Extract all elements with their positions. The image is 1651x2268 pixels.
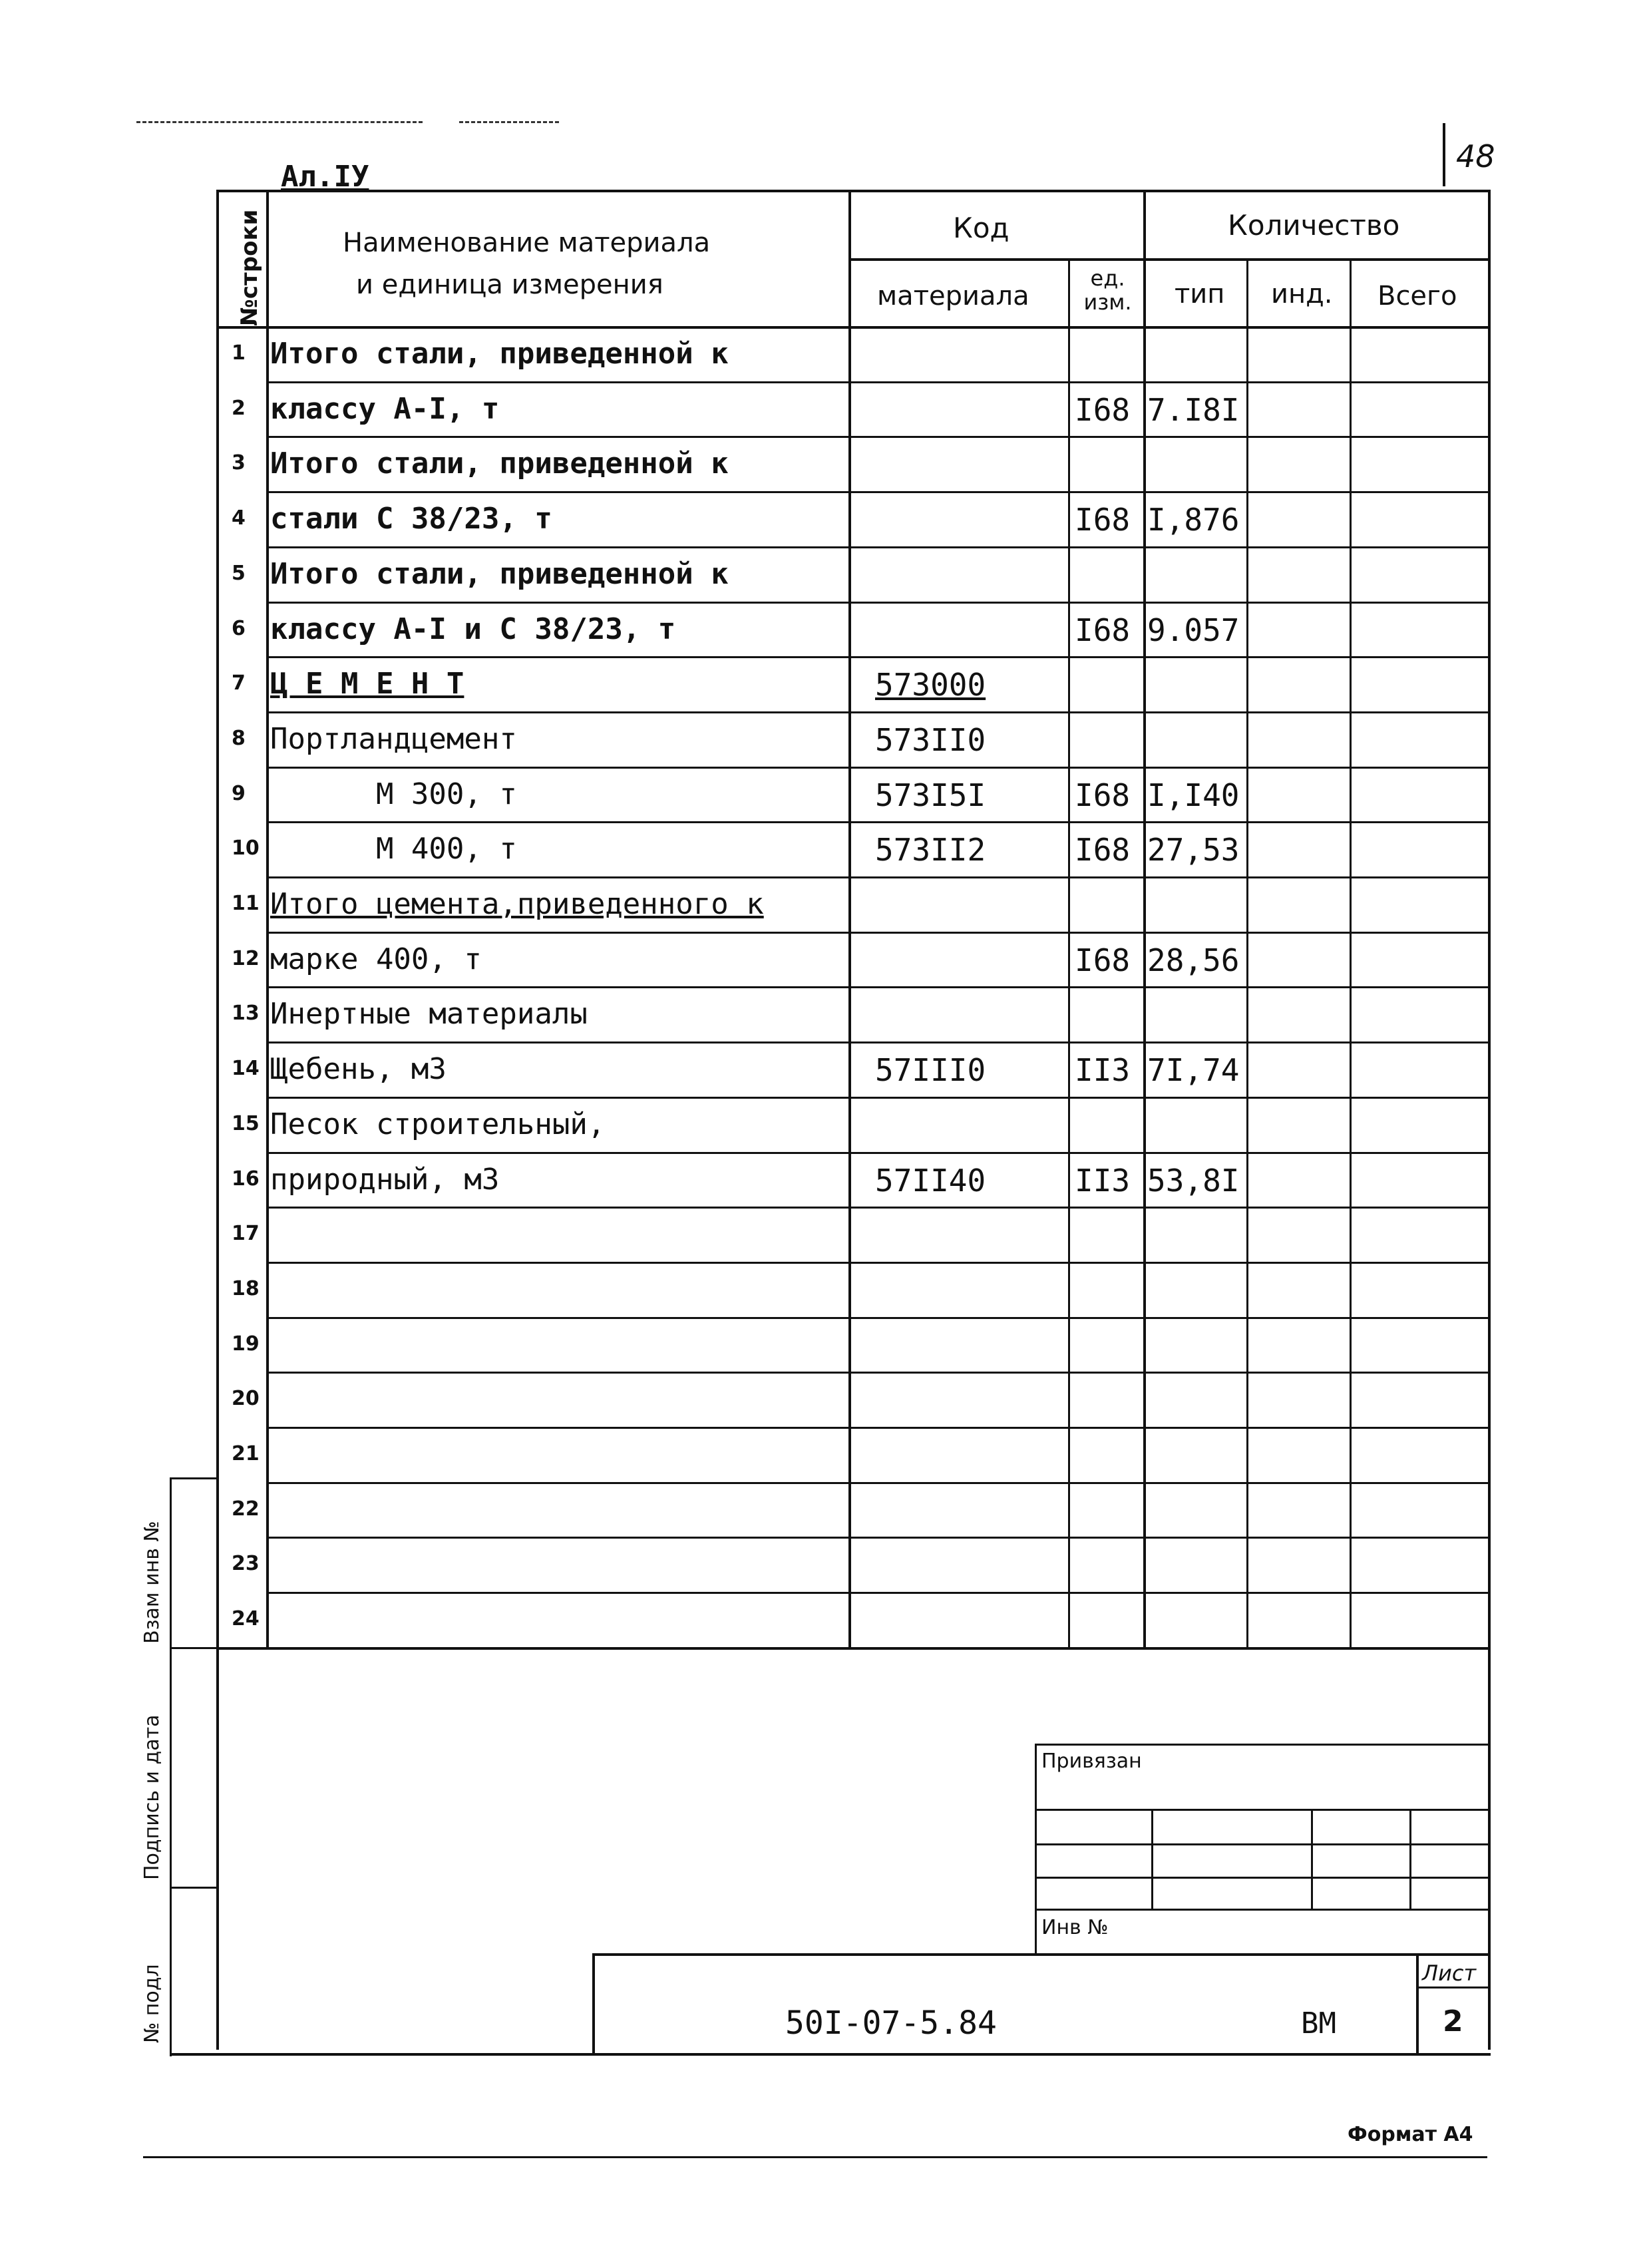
row-unit-code: I68 xyxy=(1075,777,1131,813)
stamp-line xyxy=(1035,1909,1488,1911)
row-material-name: Итого стали, приведенной к xyxy=(270,447,729,480)
row-material-code: 573I5I xyxy=(875,777,986,813)
header-name-line2: и единица измерения xyxy=(356,270,663,300)
row-number: 20 xyxy=(232,1387,260,1410)
header-ind: инд. xyxy=(1271,279,1333,309)
stamp-line xyxy=(1035,1744,1488,1746)
row-separator xyxy=(266,1427,1488,1429)
row-number: 1 xyxy=(232,341,246,365)
row-number: 13 xyxy=(232,1002,260,1025)
row-separator xyxy=(266,546,1488,548)
frame-bottom-border xyxy=(170,2053,1491,2056)
row-separator xyxy=(266,436,1488,438)
stamp-sheet-label: Лист xyxy=(1422,1961,1477,1986)
row-separator xyxy=(266,491,1488,493)
header-row-no: №строки xyxy=(236,209,263,326)
row-unit-code: I68 xyxy=(1075,392,1131,428)
header-name-line1: Наименование материала xyxy=(343,228,711,258)
row-material-code: 57II40 xyxy=(875,1163,986,1199)
header-code: Код xyxy=(953,212,1009,244)
row-material-name: природный, м3 xyxy=(270,1163,500,1197)
row-material-name: стали С 38/23, т xyxy=(270,502,552,536)
stamp-main-left xyxy=(592,1953,595,2053)
row-separator xyxy=(266,986,1488,988)
stamp-privyazan: Привязан xyxy=(1041,1750,1142,1773)
row-separator xyxy=(266,1152,1488,1154)
row-material-name: Итого стали, приведенной к xyxy=(270,337,729,371)
row-separator xyxy=(266,1097,1488,1099)
row-number: 18 xyxy=(232,1277,260,1300)
side-strip-line xyxy=(170,1887,216,1889)
row-separator xyxy=(266,1262,1488,1264)
row-number: 5 xyxy=(232,562,246,585)
row-separator xyxy=(266,1592,1488,1594)
page-number: 48 xyxy=(1456,138,1495,174)
side-strip-left xyxy=(170,1477,172,2056)
row-number: 2 xyxy=(232,397,246,420)
row-unit-code: II3 xyxy=(1075,1052,1131,1088)
row-separator xyxy=(266,656,1488,658)
row-unit-code: I68 xyxy=(1075,612,1131,648)
row-separator xyxy=(266,821,1488,823)
row-material-name: М 400, т xyxy=(270,832,517,866)
row-unit-code: I68 xyxy=(1075,942,1131,978)
row-separator xyxy=(266,381,1488,383)
stamp-line xyxy=(1409,1809,1411,1909)
row-material-name: М 300, т xyxy=(270,777,517,811)
stamp-main-top xyxy=(592,1953,1491,1956)
stamp-doc-type: ВМ xyxy=(1301,2006,1336,2040)
side-strip-line xyxy=(170,1477,216,1479)
header-type: тип xyxy=(1175,279,1225,309)
header-unit: ед. изм. xyxy=(1083,266,1132,315)
row-number: 7 xyxy=(232,671,246,695)
stamp-line xyxy=(1311,1809,1313,1909)
stamp-doc-code: 50I-07-5.84 xyxy=(785,2004,997,2042)
row-number: 12 xyxy=(232,947,260,970)
row-material-name: Песок строительный, xyxy=(270,1107,606,1141)
row-quantity-type: I,I40 xyxy=(1147,777,1240,813)
row-material-name: Портландцемент xyxy=(270,722,517,756)
row-material-name: классу А-I, т xyxy=(270,392,500,426)
row-quantity-type: 53,8I xyxy=(1147,1163,1240,1199)
row-material-name: Итого цемента,приведенного к xyxy=(270,887,764,921)
row-material-name: Итого стали, приведенной к xyxy=(270,557,729,591)
row-number: 21 xyxy=(232,1442,260,1465)
row-separator xyxy=(266,932,1488,934)
row-number: 19 xyxy=(232,1332,260,1356)
row-unit-code: I68 xyxy=(1075,832,1131,868)
row-number: 23 xyxy=(232,1552,260,1575)
header-material: материала xyxy=(877,281,1029,311)
stamp-line xyxy=(1151,1809,1153,1909)
row-number: 16 xyxy=(232,1167,260,1191)
row-separator xyxy=(266,602,1488,604)
row-number: 9 xyxy=(232,782,246,805)
side-strip-line xyxy=(170,1647,216,1649)
row-quantity-type: 9.057 xyxy=(1147,612,1240,648)
row-separator xyxy=(266,711,1488,713)
row-number: 8 xyxy=(232,727,246,750)
stamp-line xyxy=(1035,1877,1488,1879)
row-separator xyxy=(266,1207,1488,1209)
row-quantity-type: 7.I8I xyxy=(1147,392,1240,428)
header-total: Всего xyxy=(1377,281,1457,311)
row-number: 24 xyxy=(232,1607,260,1630)
row-quantity-type: 27,53 xyxy=(1147,832,1240,868)
row-separator xyxy=(266,1482,1488,1484)
row-number: 3 xyxy=(232,451,246,474)
row-number: 14 xyxy=(232,1057,260,1080)
row-material-name: Щебень, м3 xyxy=(270,1052,447,1086)
row-unit-code: I68 xyxy=(1075,502,1131,538)
row-quantity-type: I,876 xyxy=(1147,502,1240,538)
stamp-line xyxy=(1035,1843,1488,1845)
header-quantity: Количество xyxy=(1228,209,1400,242)
side-label-inv-podl: № подл xyxy=(140,1964,164,2043)
row-material-name: марке 400, т xyxy=(270,942,482,976)
stamp-inv-no: Инв № xyxy=(1041,1916,1109,1939)
row-number: 22 xyxy=(232,1497,260,1521)
row-number: 10 xyxy=(232,837,260,860)
row-material-code: 573II0 xyxy=(875,722,986,758)
row-separator xyxy=(266,1317,1488,1319)
row-number: 11 xyxy=(232,892,260,915)
row-quantity-type: 28,56 xyxy=(1147,942,1240,978)
row-separator xyxy=(266,1041,1488,1043)
row-material-code: 573II2 xyxy=(875,832,986,868)
side-label-podpis: Подпись и дата xyxy=(140,1714,164,1880)
album-label: Ал.IУ xyxy=(281,160,369,194)
row-separator xyxy=(266,1537,1488,1539)
row-separator xyxy=(266,767,1488,769)
stamp-line xyxy=(1035,1809,1488,1811)
footer-rule xyxy=(143,2156,1487,2158)
row-quantity-type: 7I,74 xyxy=(1147,1052,1240,1088)
row-material-name: Ц Е М Е Н Т xyxy=(270,667,464,701)
format-label: Формат А4 xyxy=(1348,2123,1473,2146)
row-separator xyxy=(266,876,1488,878)
row-material-code: 573000 xyxy=(875,667,986,703)
stamp-sheet-line xyxy=(1416,1986,1491,1988)
row-material-code: 57III0 xyxy=(875,1052,986,1088)
stamp-line xyxy=(1035,1744,1037,1953)
row-number: 4 xyxy=(232,506,246,530)
stamp-sheet-no: 2 xyxy=(1443,2004,1463,2038)
table-bottom-border xyxy=(216,1647,1491,1650)
row-material-name: классу А-I и С 38/23, т xyxy=(270,612,676,646)
row-material-name: Инертные материалы xyxy=(270,997,588,1031)
row-number: 6 xyxy=(232,617,246,640)
stamp-sheet-divider xyxy=(1416,1953,1419,2053)
row-number: 17 xyxy=(232,1222,260,1245)
row-unit-code: II3 xyxy=(1075,1163,1131,1199)
row-separator xyxy=(266,1372,1488,1374)
side-label-vzam: Взам инв № xyxy=(140,1521,164,1644)
row-number: 15 xyxy=(232,1112,260,1135)
